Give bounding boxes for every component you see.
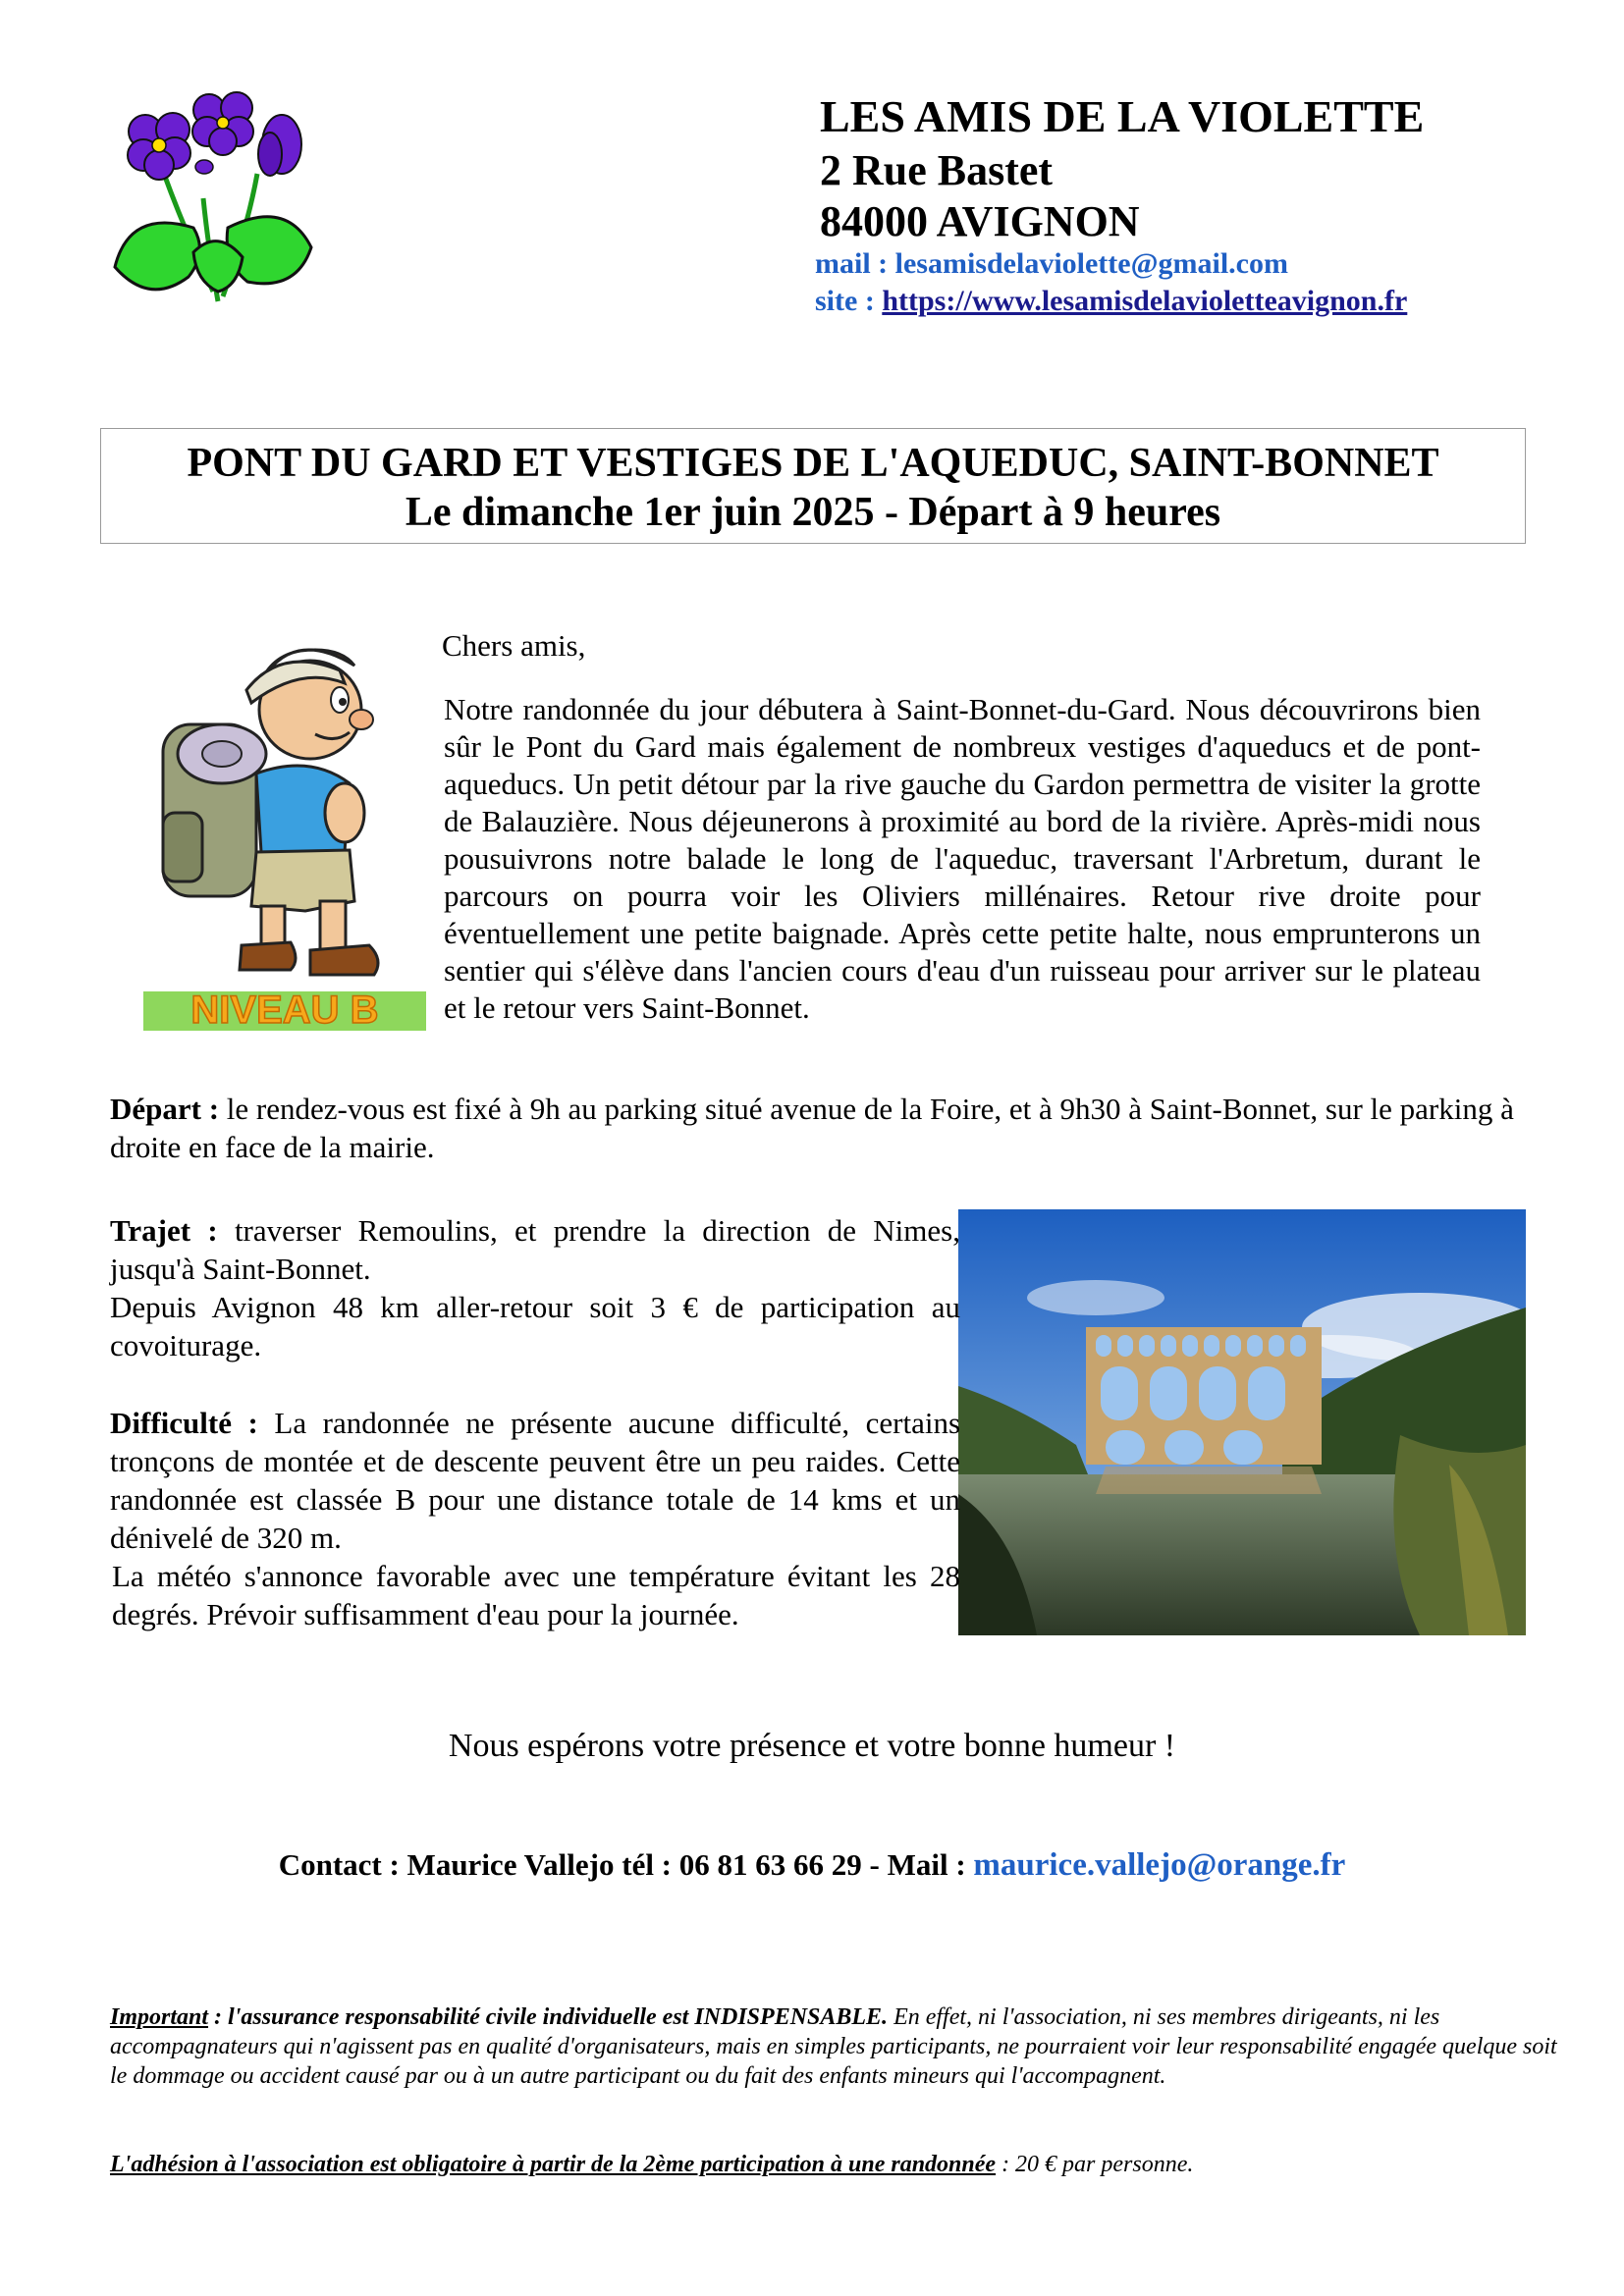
event-title: PONT DU GARD ET VESTIGES DE L'AQUEDUC, SAINT-BONNET [187, 441, 1439, 486]
site-link[interactable]: https://www.lesamisdelavioletteavignon.fr [882, 285, 1408, 317]
pont-du-gard-photo [958, 1209, 1526, 1635]
greeting: Chers amis, [442, 628, 586, 663]
difficulte-text: La randonnée ne présente aucune difficulté, certains tronçons de montée et de descente peuvent être un peu raides. Cette randonnée est classée B pour une distance totale de 14 kms et un dénivelé de 320 m. [110, 1406, 961, 1555]
violet-logo [110, 80, 316, 316]
adhesion-label: L'adhésion à l'association est obligatoire à partir de la 2ème participation à une randonnée [110, 2152, 997, 2177]
org-street: 2 Rue Bastet [820, 146, 1054, 194]
mail-value[interactable]: lesamisdelaviolette@gmail.com [894, 247, 1288, 280]
difficulte-paragraph [110, 1404, 960, 1557]
hiker-illustration [143, 626, 426, 1039]
difficulte-label: Difficulté : [110, 1406, 258, 1440]
trajet-text: traverser Remoulins, et prendre la direction de Nimes, jusqu'à Saint-Bonnet. [110, 1213, 960, 1286]
trajet-text-2: Depuis Avignon 48 km aller-retour soit 3 € de participation au covoiturage. [110, 1290, 960, 1362]
meteo-paragraph: La météo s'annonce favorable avec une température évitant les 28 degrés. Prévoir suffisamment d'eau pour la journée. [112, 1559, 960, 1631]
site-label: site : [815, 285, 883, 317]
trajet-label: Trajet : [110, 1213, 218, 1248]
intro-paragraph: Notre randonnée du jour débutera à Saint-Bonnet-du-Gard. Nous découvrirons bien sûr le Pont du Gard mais également de nombreux vestiges d'aqueducs et de pont-aqueducs. Un petit détour par la rive gauche du Gardon permettra de visiter la grotte de Balauzière. Nous déjeunerons à proximité au bord de la rivière. Après-midi nous pousuivrons notre balade le long de l'aqueduc, traversant l'Arbretum, durant le parcours on pourra voir les Oliviers millénaires. Retour rive droite pour éventuellement une petite baignade. Après cette petite halte, nous emprunterons un sentier qui s'élève dans l'ancien cours d'eau d'un ruisseau pour arriver sur le plateau et le retour vers Saint-Bonnet. [444, 692, 1481, 1025]
legal-important [110, 2002, 1563, 2091]
important-label: Important [110, 2004, 209, 2030]
depart-label: Départ : [110, 1092, 220, 1126]
org-site [815, 285, 1407, 318]
org-name: LES AMIS DE LA VIOLETTE [820, 91, 1425, 141]
event-date: Le dimanche 1er juin 2025 - Départ à 9 heures [405, 490, 1221, 535]
trajet-paragraph [110, 1211, 960, 1364]
level-badge: NIVEAU B [190, 988, 379, 1032]
depart-text: le rendez-vous est fixé à 9h au parking situé avenue de la Foire, et à 9h30 à Saint-Bonnet, sur le parking à droite en face de la mairie. [110, 1092, 1514, 1164]
org-city: 84000 AVIGNON [820, 197, 1140, 245]
important-bold: : l'assurance responsabilité civile individuelle est INDISPENSABLE. [208, 2004, 889, 2030]
contact-line [0, 1847, 1624, 1884]
org-mail [815, 247, 1288, 281]
closing-line: Nous espérons votre présence et votre bonne humeur ! [448, 1728, 1176, 1764]
title-box [100, 428, 1526, 544]
important-text: En effet, ni l'association, ni ses membres dirigeants, ni les accompagnateurs qui n'agissent pas en qualité d'organisateurs, mais en simples participants, ne pourraient voir leur responsabilité engagée quelque soit le dommage ou accident causé par ou à un autre participant ou du fait des enfants mineurs qui l'accompagnent. [110, 2004, 1557, 2089]
contact-text: Contact : Maurice Vallejo tél : 06 81 63 66 29 - Mail : [278, 1847, 974, 1882]
legal-adhesion [110, 2150, 1563, 2179]
mail-label: mail : [815, 247, 895, 280]
contact-mail-link[interactable]: maurice.vallejo@orange.fr [973, 1847, 1346, 1883]
adhesion-text: : 20 € par personne. [996, 2152, 1194, 2177]
depart-paragraph [110, 1090, 1524, 1166]
